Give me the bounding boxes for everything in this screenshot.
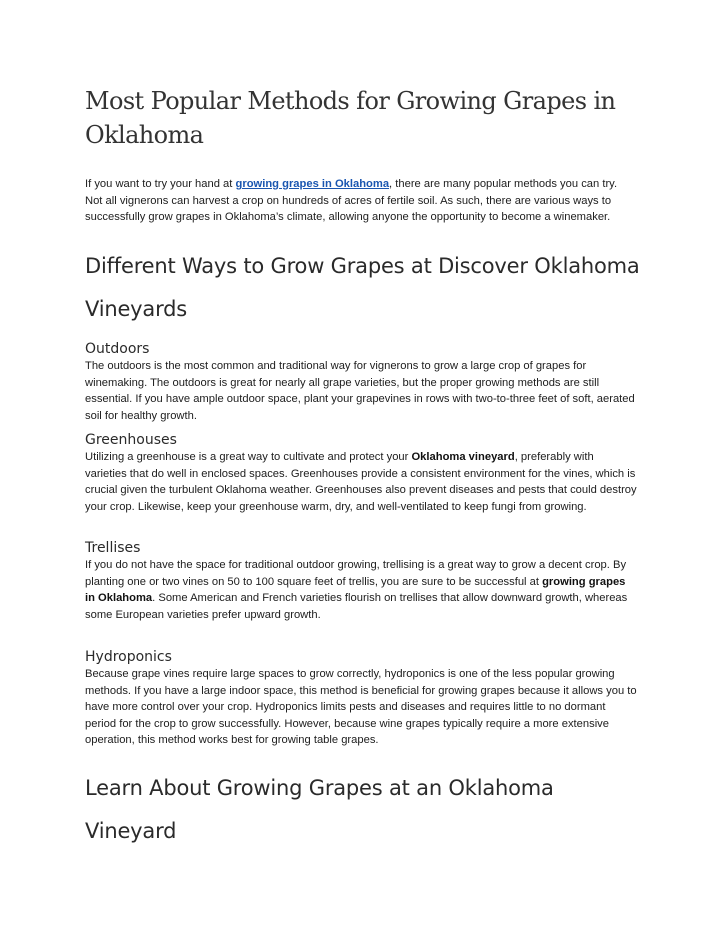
section-heading-greenhouses: Greenhouses [85, 432, 177, 448]
section-text-outdoors: The outdoors is the most common and traditional way for vignerons to grow a large crop of grapes for winemaking. The outdoors is great for nearly all grape varieties, but the proper growing methods are still essential. If you have ample outdoor space, plant your grapevines in rows with two-to-three feet of soft, aerated soil for healthy growth. [85, 360, 635, 422]
section-heading-outdoors: Outdoors [85, 341, 150, 357]
section-text-greenhouses [85, 449, 637, 515]
section-trellises [85, 540, 637, 623]
intro-text-before-link: If you want to try your hand at [85, 178, 236, 190]
bold-oklahoma-vineyard: Oklahoma vineyard [411, 451, 515, 463]
bold-growing-grapes: growing grapes in Oklahoma [85, 575, 626, 605]
trellises-text-before: If you do not have the space for traditional outdoor growing, trellising is a great way to grow a decent crop. By planting one or two vines on 50 to 100 square feet of trellis, you are sure to be successful at [85, 559, 627, 588]
heading-different-ways: Different Ways to Grow Grapes at Discover Oklahoma Vineyards [85, 254, 640, 321]
intro-text-after-link: , there are many popular methods you can try. Not all vignerons can harvest a crop on hundreds of acres of fertile soil. As such, there are various ways to successfully grow grapes in Oklahoma’s climate, allowing anyone the opportunity to become a winemaker. [85, 178, 618, 224]
section-outdoors [85, 341, 637, 424]
growing-grapes-link[interactable]: growing grapes in Oklahoma [235, 178, 390, 190]
page-title: Most Popular Methods for Growing Grapes in Oklahoma [85, 87, 616, 149]
section-heading-hydroponics: Hydroponics [85, 649, 172, 665]
section-heading-trellises: Trellises [85, 540, 141, 556]
section-greenhouses [85, 432, 637, 515]
heading-learn-about: Learn About Growing Grapes at an Oklahoma Vineyard [85, 776, 554, 843]
section-text-hydroponics: Because grape vines require large spaces to grow correctly, hydroponics is one of the less popular growing methods. If you have a large indoor space, this method is beneficial for growing grapes because it allows you to have more control over your crop. Hydroponics limits pests and diseases and requires little to no dormant period for the crop to grow successfully. However, because wine grapes typically require a more extensive operation, this method works best for growing table grapes. [85, 668, 637, 747]
section-hydroponics [85, 649, 637, 749]
section-text-trellises [85, 557, 637, 623]
intro-paragraph [85, 176, 637, 226]
greenhouses-text-after: , preferably with varieties that do well in enclosed spaces. Greenhouses provide a consistent environment for the vines, which is crucial given the turbulent Oklahoma weather. Greenhouses also prevent diseases and pests that could destroy your crop. Likewise, keep your greenhouse warm, dry, and well-ventilated to keep fungi from growing. [85, 451, 637, 513]
greenhouses-text-before: Utilizing a greenhouse is a great way to cultivate and protect your [85, 451, 412, 463]
trellises-text-after: . Some American and French varieties flourish on trellises that allow downward growth, whereas some European varieties prefer upward growth. [85, 592, 628, 621]
